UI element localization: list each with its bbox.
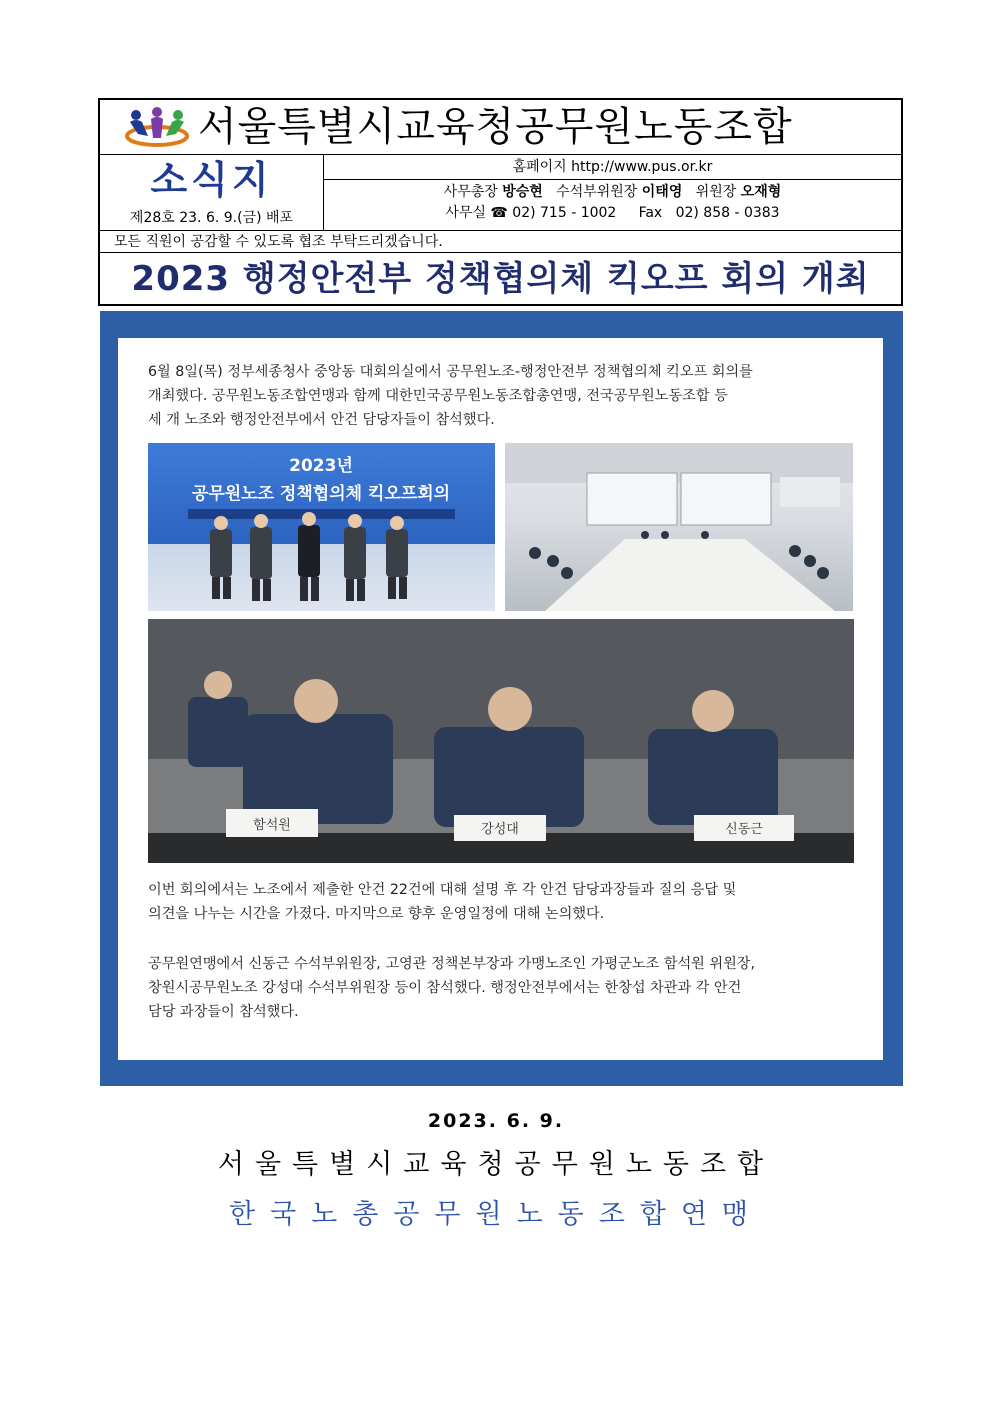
title-row: [100, 100, 901, 155]
article-paragraph-2: [148, 878, 860, 926]
article-frame: [100, 311, 903, 1086]
photo-meeting-room: [505, 443, 853, 611]
photo-nameplates: [148, 619, 854, 863]
paragraph-line: 이번 회의에서는 노조에서 제출한 안건 22건에 대해 설명 후 각 안건 담당과장들과 질의 응답 및: [148, 882, 737, 898]
officer-role: 수석부위원장: [556, 184, 638, 200]
newsletter-box: [100, 155, 324, 230]
paragraph-line: 담당 과장들이 참석했다.: [148, 1004, 299, 1020]
officer-role: 사무총장: [443, 184, 498, 200]
officer-name: 이태영: [641, 184, 683, 200]
footer-org: 서울특별시교육청공무원노동조합: [217, 1149, 775, 1180]
officers-line: [324, 182, 901, 202]
contact-line: 사무실 ☎ 02) 715 - 1002 Fax 02) 858 - 0383: [445, 205, 780, 221]
paragraph-line: 창원시공무원노조 강성대 수석부위원장 등이 참석했다. 행정안전부에서는 한창섭 차관과 각 안건: [148, 980, 742, 996]
banner-title: 2023년: [289, 456, 353, 476]
masthead: [98, 98, 903, 306]
homepage-link[interactable]: 홈페이지 http://www.pus.or.kr: [324, 155, 901, 180]
paragraph-line: 세 개 노조와 행정안전부에서 안건 담당자들이 참석했다.: [148, 412, 495, 428]
banner-subtitle: 공무원노조 정책협의체 킥오프회의: [191, 484, 451, 504]
nameplate-3: 신동근: [725, 822, 763, 837]
officer-role: 위원장: [695, 184, 737, 200]
union-logo-icon: [124, 106, 190, 148]
paragraph-line: 개최했다. 공무원노동조합연맹과 함께 대한민국공무원노동조합총연맹, 전국공무원노동조합 등: [148, 388, 728, 404]
article-body: [118, 338, 883, 1060]
notice-line: 모든 직원이 공감할 수 있도록 협조 부탁드리겠습니다.: [100, 231, 901, 253]
org-title: 서울특별시교육청공무원노동조합: [198, 104, 793, 150]
paragraph-line: 의견을 나누는 시간을 가졌다. 마지막으로 향후 운영일정에 대해 논의했다.: [148, 906, 605, 922]
nameplate-2: 강성대: [481, 822, 519, 837]
issue-info: 제28호 23. 6. 9.(금) 배포: [129, 210, 294, 226]
article-paragraph-3: [148, 952, 860, 1024]
article-paragraph-1: [148, 360, 860, 432]
paragraph-line: 6월 8일(목) 정부세종청사 중앙동 대회의실에서 공무원노조-행정안전부 정책협의체 킥오프 회의를: [148, 364, 753, 380]
newsletter-name: 소식지: [150, 158, 273, 202]
photo-group-kickoff: [148, 443, 495, 611]
officer-name: 방승현: [502, 184, 543, 200]
footer-date: 2023. 6. 9.: [427, 1110, 565, 1132]
paragraph-line: 공무원연맹에서 신동근 수석부위원장, 고영관 정책본부장과 가맹노조인 가평군노조 함석원 위원장,: [148, 956, 756, 972]
info-row: [100, 155, 901, 231]
footer-federation: 한국노총공무원노동조합연맹: [228, 1199, 764, 1230]
headline: 2023 행정안전부 정책협의체 킥오프 회의 개최: [131, 259, 870, 299]
nameplate-1: 함석원: [253, 818, 291, 833]
officer-name: 오재형: [740, 184, 782, 200]
